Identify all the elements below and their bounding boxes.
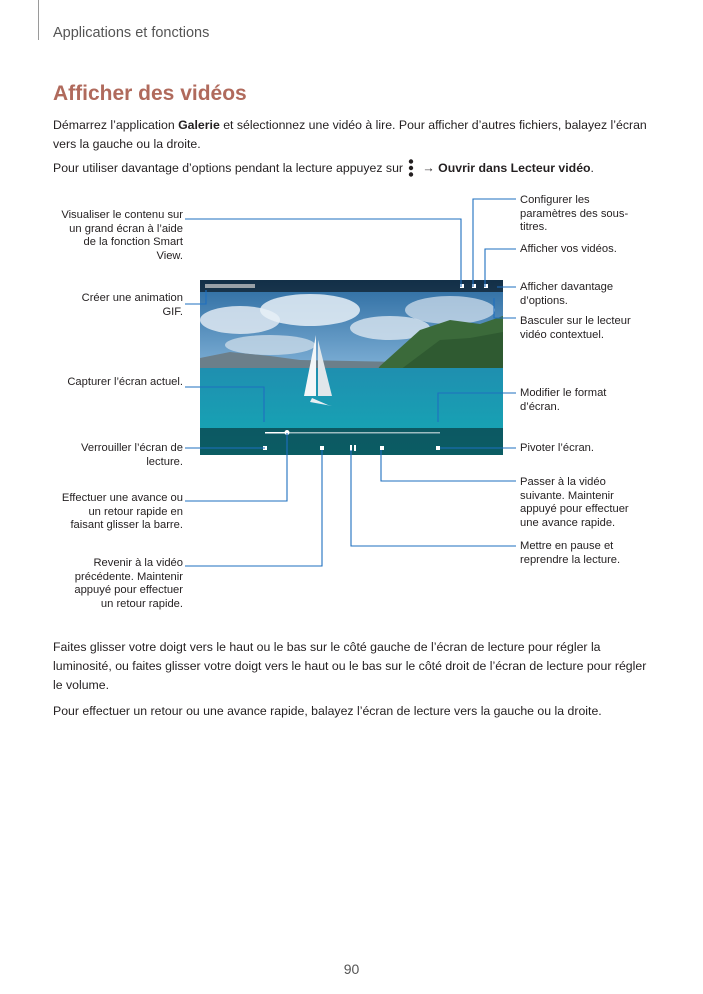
callout-smart-view: Visualiser le contenu sur un grand écran à l’aide de la fonction Smart View. <box>61 209 183 262</box>
callout-lock: Verrouiller l’écran de lecture. <box>81 442 183 468</box>
callout-capture: Capturer l’écran actuel. <box>67 376 183 388</box>
callout-subtitles: Configurer les paramètres des sous-titres. <box>520 194 629 233</box>
callout-previous: Revenir à la vidéo précédente. Maintenir appuyé pour effectuer un retour rapide. <box>74 557 183 610</box>
header-rule <box>38 0 39 40</box>
callout-gif: Créer une animation GIF. <box>81 292 183 318</box>
callout-seek-bar: Effectuer une avance ou un retour rapide en faisant glisser la barre. <box>61 492 183 531</box>
line-pause <box>351 450 516 546</box>
callout-more-options: Afficher davantage d’options. <box>520 281 614 307</box>
page-title: Afficher des vidéos <box>53 82 247 105</box>
intro-paragraph-2: Pour utiliser davantage d’options pendant la lecture appuyez sur → Ouvrir dans Lecteur vidéo. <box>53 158 653 178</box>
line-smart-view <box>185 219 461 287</box>
menu-option: Ouvrir dans Lecteur vidéo <box>438 161 591 175</box>
body-paragraph-1: Faites glisser votre doigt vers le haut ou le bas sur le côté gauche de l’écran de lecture pour régler la luminosité, ou faites glisser votre doigt vers le haut ou le bas sur le côté droit de l’écran de lecture pour régler le volume. <box>53 640 647 692</box>
callout-aspect-ratio: Modifier le format d’écran. <box>520 387 607 413</box>
body-paragraph-2: Pour effectuer un retour ou une avance rapide, balayez l’écran de lecture vers la gauche ou la droite. <box>53 704 602 718</box>
section-header: Applications et fonctions <box>53 25 210 41</box>
app-name: Galerie <box>178 118 220 132</box>
callout-popup-player: Basculer sur le lecteur vidéo contextuel. <box>520 315 631 341</box>
video-player-screenshot <box>200 280 503 455</box>
intro-paragraph-1: Démarrez l’application Galerie et sélectionnez une vidéo à lire. Pour afficher d’autres fichiers, balayez l’écran vers la gauche ou la droite. <box>53 118 647 151</box>
more-options-icon <box>407 158 415 178</box>
line-previous <box>185 450 322 566</box>
callout-rotate: Pivoter l’écran. <box>520 442 594 454</box>
callout-next: Passer à la vidéo suivante. Maintenir appuyé pour effectuer une avance rapide. <box>520 476 629 529</box>
page-number: 90 <box>343 961 360 977</box>
callout-pause: Mettre en pause et reprendre la lecture. <box>520 540 621 566</box>
line-subtitles <box>473 199 516 287</box>
callout-videos: Afficher vos vidéos. <box>520 243 617 255</box>
